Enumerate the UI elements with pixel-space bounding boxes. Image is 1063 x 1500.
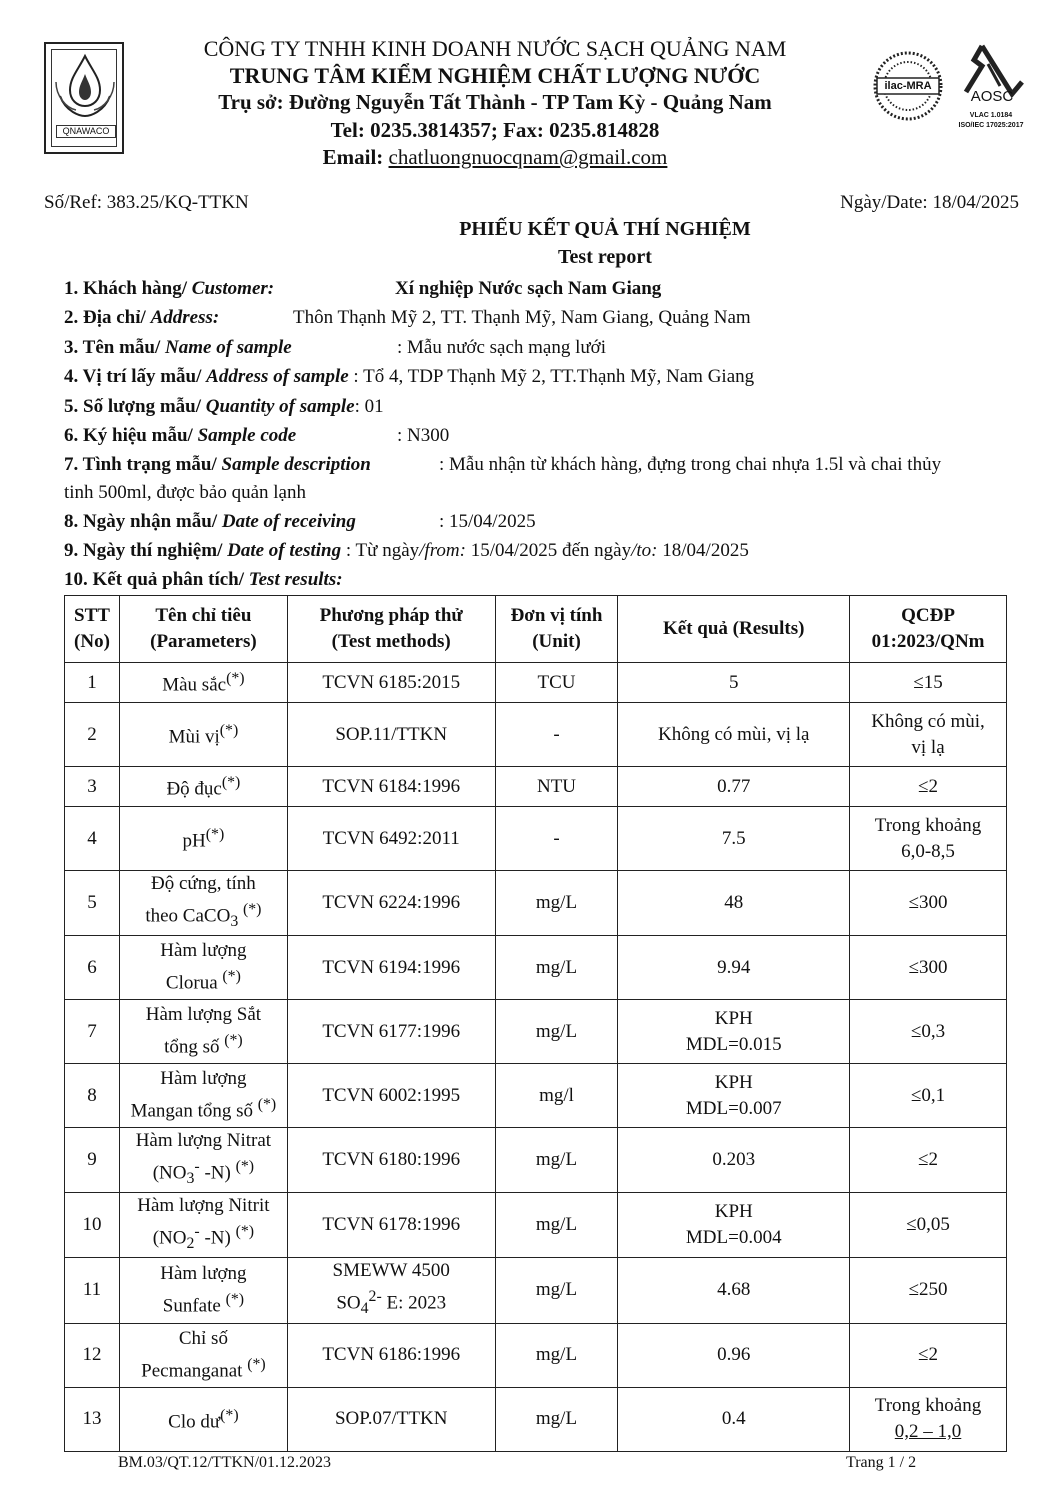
- table-row: [65, 1258, 1007, 1323]
- form-code: BM.03/QT.12/TTKN/01.12.2023: [118, 1454, 332, 1471]
- cell-method: TCVN 6185:2015: [287, 663, 495, 703]
- cell-result: 0.77: [618, 767, 850, 807]
- cell-unit: mg/L: [495, 1258, 618, 1323]
- cell-result: KPH MDL=0.004: [618, 1193, 850, 1258]
- table-row: [65, 1128, 1007, 1193]
- cell-standard: ≤0,05: [850, 1193, 1007, 1258]
- headquarters-address: Trụ sở: Đường Nguyễn Tất Thành - TP Tam Kỳ - Quảng Nam: [218, 90, 772, 114]
- water-drop-logo-icon: [52, 52, 118, 122]
- cell-method: TCVN 6178:1996: [287, 1193, 495, 1258]
- ilac-mra-logo: [872, 46, 944, 128]
- header-method: Phương pháp thử (Test methods): [287, 596, 495, 663]
- cell-result: 48: [618, 871, 850, 936]
- cell-method: TCVN 6184:1996: [287, 767, 495, 807]
- field-date-received: 8. Ngày nhận mẫu/ Date of receiving : 15/04/2025: [64, 511, 536, 532]
- cell-no: 4: [65, 807, 120, 871]
- cell-standard: Không có mùi, vị lạ: [850, 703, 1007, 767]
- cell-result: 5: [618, 663, 850, 703]
- cell-standard: ≤2: [850, 1128, 1007, 1193]
- cell-standard: ≤0,1: [850, 1064, 1007, 1128]
- header-result: Kết quả (Results): [618, 596, 850, 663]
- table-row: [65, 703, 1007, 767]
- address-value: Thôn Thạnh Mỹ 2, TT. Thạnh Mỹ, Nam Giang, Quảng Nam: [293, 307, 751, 328]
- field-address: 2. Địa chỉ/ Address: Thôn Thạnh Mỹ 2, TT. Thạnh Mỹ, Nam Giang, Quảng Nam: [64, 307, 751, 328]
- cell-method: TCVN 6180:1996: [287, 1128, 495, 1193]
- vlac-text: VLAC 1.0184: [969, 112, 1013, 119]
- table-row: [65, 936, 1007, 1000]
- cell-standard: Trong khoảng 0,2 – 1,0: [850, 1387, 1007, 1451]
- cell-unit: NTU: [495, 767, 618, 807]
- cell-parameter: Độ đục(*): [119, 767, 287, 807]
- cell-no: 10: [65, 1193, 120, 1258]
- table-row: [65, 1387, 1007, 1451]
- cell-result: 4.68: [618, 1258, 850, 1323]
- field-sample-name: 3. Tên mẫu/ Name of sample : Mẫu nước sạch mạng lưới: [64, 337, 607, 358]
- table-row: [65, 767, 1007, 807]
- page-number: Trang 1 / 2: [846, 1454, 917, 1471]
- cell-parameter: pH(*): [119, 807, 287, 871]
- field-quantity: 5. Số lượng mẫu/ Quantity of sample: 01: [64, 396, 384, 417]
- cell-no: 1: [65, 663, 120, 703]
- cell-result: 0.203: [618, 1128, 850, 1193]
- cell-parameter: Hàm lượng Nitrit ($NO_2^-$ -N) (*): [119, 1193, 287, 1258]
- cell-unit: mg/L: [495, 936, 618, 1000]
- cell-standard: ≤250: [850, 1258, 1007, 1323]
- cell-method: SMEWW 4500 $SO_4^{2-}$ E: 2023: [287, 1258, 495, 1323]
- cell-parameter: Hàm lượng Nitrat ($NO_3^-$ -N) (*): [119, 1128, 287, 1193]
- cell-standard: ≤2: [850, 1323, 1007, 1387]
- aosc-logo: [952, 42, 1030, 142]
- cell-no: 12: [65, 1323, 120, 1387]
- cell-parameter: Hàm lượng Mangan tổng số (*): [119, 1064, 287, 1128]
- sample-name-value: : Mẫu nước sạch mạng lưới: [397, 337, 607, 358]
- cell-parameter: Clo dư(*): [119, 1387, 287, 1451]
- cell-method: TCVN 6002:1995: [287, 1064, 495, 1128]
- header-unit: Đơn vị tính (Unit): [495, 596, 618, 663]
- sample-location-value: : Tổ 4, TDP Thạnh Mỹ 2, TT.Thạnh Mỹ, Nam Giang: [353, 366, 755, 387]
- cell-no: 5: [65, 871, 120, 936]
- cell-standard: Trong khoảng 6,0-8,5: [850, 807, 1007, 871]
- cell-unit: mg/l: [495, 1064, 618, 1128]
- cell-result: KPH MDL=0.007: [618, 1064, 850, 1128]
- results-table: [64, 595, 1007, 1452]
- table-header-row: [65, 596, 1007, 663]
- cell-result: 0.96: [618, 1323, 850, 1387]
- cell-no: 9: [65, 1128, 120, 1193]
- cell-result: KPH MDL=0.015: [618, 1000, 850, 1064]
- ilac-text: ilac-MRA: [884, 80, 932, 92]
- sample-description-line1: : Mẫu nhận từ khách hàng, đựng trong chai nhựa 1.5l và chai thủy: [439, 454, 942, 475]
- cell-unit: -: [495, 703, 618, 767]
- quantity-value: : 01: [354, 396, 384, 417]
- header-standard: QCĐP 01:2023/QNm: [850, 596, 1007, 663]
- cell-standard: ≤2: [850, 767, 1007, 807]
- cell-result: Không có mùi, vị lạ: [618, 703, 850, 767]
- company-name: CÔNG TY TNHH KINH DOANH NƯỚC SẠCH QUẢNG NAM: [203, 36, 787, 61]
- cell-standard: ≤300: [850, 936, 1007, 1000]
- center-name: TRUNG TÂM KIỂM NGHIỆM CHẤT LƯỢNG NƯỚC: [229, 63, 761, 88]
- field-sample-description: 7. Tình trạng mẫu/ Sample description : Mẫu nhận từ khách hàng, đựng trong chai nhựa 1.5l và chai thủy: [64, 454, 942, 475]
- cell-unit: mg/L: [495, 1000, 618, 1064]
- report-title: PHIẾU KẾT QUẢ THÍ NGHIỆM: [459, 218, 751, 240]
- cell-parameter: Hàm lượng Sắt tổng số (*): [119, 1000, 287, 1064]
- sample-description-line2: tinh 500ml, được bảo quản lạnh: [64, 482, 306, 503]
- reference-number: Số/Ref: 383.25/KQ-TTKN: [44, 192, 249, 213]
- cell-parameter: Hàm lượng Clorua (*): [119, 936, 287, 1000]
- cell-parameter: Chỉ số Pecmanganat (*): [119, 1323, 287, 1387]
- field-date-testing: 9. Ngày thí nghiệm/ Date of testing : Từ ngày/from: 15/04/2025 đến ngày/to: 18/04/2025: [64, 540, 749, 561]
- cell-unit: -: [495, 807, 618, 871]
- cell-method: TCVN 6177:1996: [287, 1000, 495, 1064]
- cell-unit: mg/L: [495, 1193, 618, 1258]
- table-row: [65, 1323, 1007, 1387]
- date-testing-value: : Từ ngày/from: 15/04/2025 đến ngày/to: 18/04/2025: [345, 540, 749, 561]
- field-sample-code: 6. Ký hiệu mẫu/ Sample code : N300: [64, 425, 450, 446]
- email-line: [140, 144, 850, 171]
- cell-no: 7: [65, 1000, 120, 1064]
- table-row: [65, 871, 1007, 936]
- phone-fax: Tel: 0235.3814357; Fax: 0235.814828: [330, 118, 660, 142]
- cell-parameter: Màu sắc(*): [119, 663, 287, 703]
- cell-no: 8: [65, 1064, 120, 1128]
- cell-no: 3: [65, 767, 120, 807]
- cell-method: SOP.07/TTKN: [287, 1387, 495, 1451]
- customer-value: Xí nghiệp Nước sạch Nam Giang: [395, 278, 662, 299]
- email-label: Email:: [322, 145, 389, 169]
- sample-code-value: : N300: [397, 425, 450, 446]
- report-subtitle: Test report: [558, 246, 652, 268]
- report-date: Ngày/Date: 18/04/2025: [840, 192, 1019, 213]
- cell-parameter: Độ cứng, tính theo CaCO$_3$ (*): [119, 871, 287, 936]
- email-link[interactable]: chatluongnuocqnam@gmail.com: [388, 145, 668, 169]
- header-stt: STT (No): [65, 596, 120, 663]
- date-received-value: : 15/04/2025: [439, 511, 536, 532]
- aosc-text: AOSC: [970, 88, 1014, 105]
- logo-text: QNAWACO: [56, 125, 116, 138]
- iso-text: ISO/IEC 17025:2017: [958, 122, 1024, 129]
- cell-standard: ≤300: [850, 871, 1007, 936]
- cell-result: 0.4: [618, 1387, 850, 1451]
- cell-unit: mg/L: [495, 1128, 618, 1193]
- cell-method: TCVN 6194:1996: [287, 936, 495, 1000]
- field-sample-location: 4. Vị trí lấy mẫu/ Address of sample : Tổ 4, TDP Thạnh Mỹ 2, TT.Thạnh Mỹ, Nam Giang: [64, 366, 755, 387]
- cell-parameter: Mùi vị(*): [119, 703, 287, 767]
- cell-unit: mg/L: [495, 1323, 618, 1387]
- cell-no: 11: [65, 1258, 120, 1323]
- table-row: [65, 1000, 1007, 1064]
- cell-standard: ≤0,3: [850, 1000, 1007, 1064]
- cell-unit: TCU: [495, 663, 618, 703]
- cell-standard: ≤15: [850, 663, 1007, 703]
- field-test-results: 10. Kết quả phân tích/ Test results:: [64, 569, 343, 590]
- cell-method: TCVN 6492:2011: [287, 807, 495, 871]
- cell-no: 2: [65, 703, 120, 767]
- cell-method: SOP.11/TTKN: [287, 703, 495, 767]
- cell-method: TCVN 6186:1996: [287, 1323, 495, 1387]
- cell-no: 6: [65, 936, 120, 1000]
- table-row: [65, 663, 1007, 703]
- cell-result: 7.5: [618, 807, 850, 871]
- cell-unit: mg/L: [495, 1387, 618, 1451]
- field-customer: 1. Khách hàng/ Customer: Xí nghiệp Nước sạch Nam Giang: [64, 278, 662, 299]
- cell-unit: mg/L: [495, 871, 618, 936]
- company-logo: [44, 42, 124, 154]
- header-parameter: Tên chỉ tiêu (Parameters): [119, 596, 287, 663]
- table-row: [65, 1064, 1007, 1128]
- cell-no: 13: [65, 1387, 120, 1451]
- cell-result: 9.94: [618, 936, 850, 1000]
- cell-parameter: Hàm lượng Sunfate (*): [119, 1258, 287, 1323]
- table-row: [65, 1193, 1007, 1258]
- table-row: [65, 807, 1007, 871]
- cell-method: TCVN 6224:1996: [287, 871, 495, 936]
